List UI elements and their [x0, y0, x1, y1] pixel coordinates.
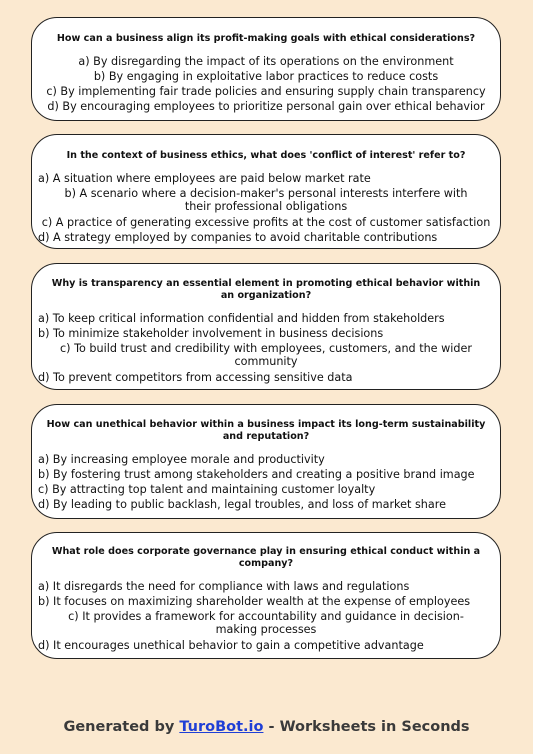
options-list: [38, 171, 494, 245]
question-text: How can unethical behavior within a business impact its long-term sustainability and reputation?: [46, 419, 486, 442]
question-card-1: [31, 17, 501, 121]
option-b: b) To minimize stakeholder involvement in business decisions: [38, 327, 384, 340]
question-card-5: [31, 532, 501, 659]
question-text: In the context of business ethics, what does 'conflict of interest' refer to?: [66, 150, 466, 161]
option-d: d) To prevent competitors from accessing sensitive data: [38, 371, 353, 384]
question-card-3: [31, 263, 501, 390]
option-d: d) By encouraging employees to prioritize personal gain over ethical behavior: [47, 100, 485, 113]
option-d: d) It encourages unethical behavior to gain a competitive advantage: [38, 639, 424, 652]
brand-link[interactable]: TuroBot.io: [179, 719, 264, 735]
option-c: c) It provides a framework for accountability and guidance in decision-making processes: [68, 610, 464, 636]
question-card-4: [31, 404, 501, 519]
option-c: c) To build trust and credibility with employees, customers, and the wider community: [60, 342, 472, 368]
options-list: [38, 54, 494, 114]
options-list: [38, 311, 494, 385]
option-a: a) A situation where employees are paid below market rate: [38, 172, 371, 185]
option-c: c) By attracting top talent and maintaining customer loyalty: [38, 483, 376, 496]
option-d: d) A strategy employed by companies to avoid charitable contributions: [38, 231, 438, 244]
options-list: [38, 452, 494, 512]
options-list: [38, 579, 494, 653]
option-b: b) By fostering trust among stakeholders and creating a positive brand image: [38, 468, 475, 481]
option-a: a) By increasing employee morale and productivity: [38, 453, 325, 466]
option-a: a) To keep critical information confidential and hidden from stakeholders: [38, 312, 445, 325]
option-a: a) It disregards the need for compliance with laws and regulations: [38, 580, 410, 593]
option-b: b) By engaging in exploitative labor practices to reduce costs: [93, 70, 439, 83]
footer-suffix: - Worksheets in Seconds: [263, 719, 470, 735]
question-text: What role does corporate governance play in ensuring ethical conduct within a company?: [51, 546, 481, 569]
footer: [0, 719, 533, 735]
option-b: b) It focuses on maximizing shareholder wealth at the expense of employees: [38, 595, 471, 608]
option-c: c) A practice of generating excessive profits at the cost of customer satisfaction: [41, 216, 491, 229]
footer-prefix: Generated by: [63, 719, 180, 735]
option-a: a) By disregarding the impact of its operations on the environment: [78, 55, 454, 68]
option-c: c) By implementing fair trade policies and ensuring supply chain transparency: [46, 85, 486, 98]
question-text: Why is transparency an essential element in promoting ethical behavior within an organization?: [51, 278, 481, 301]
question-text: How can a business align its profit-making goals with ethical considerations?: [56, 33, 476, 44]
question-card-2: [31, 134, 501, 249]
option-d: d) By leading to public backlash, legal troubles, and loss of market share: [38, 498, 446, 511]
option-b: b) A scenario where a decision-maker's personal interests interfere with their professional obligations: [64, 187, 468, 213]
